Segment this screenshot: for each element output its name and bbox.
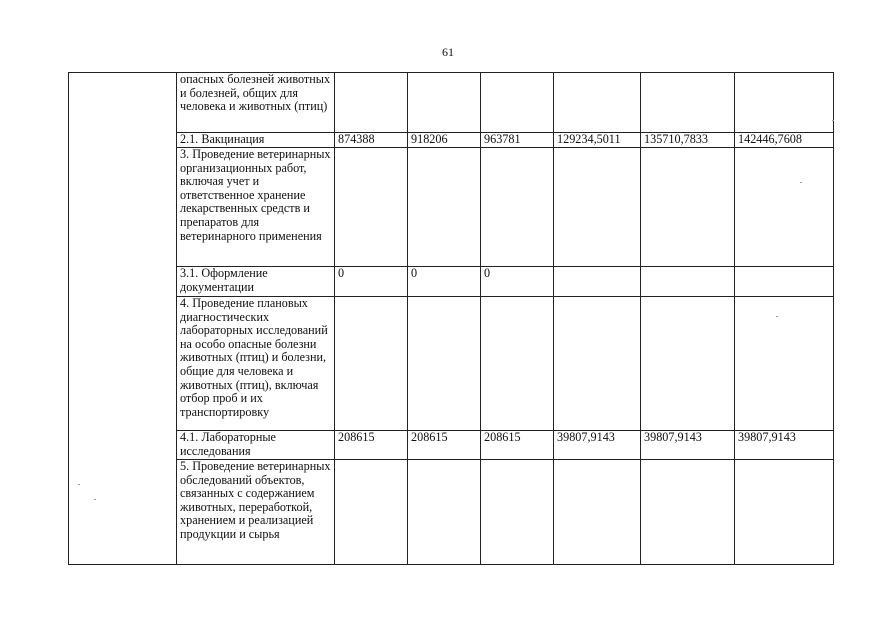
value-cell: 0 xyxy=(335,267,408,297)
table-row xyxy=(69,431,834,460)
value-cell xyxy=(335,460,408,565)
value-cell xyxy=(554,148,641,267)
value-cell xyxy=(335,297,408,431)
value-cell xyxy=(481,460,554,565)
report-table xyxy=(68,72,834,565)
value-cell xyxy=(735,73,834,133)
value-cell xyxy=(408,297,481,431)
table-row xyxy=(69,148,834,267)
value-cell: 39807,9143 xyxy=(641,431,735,460)
row-label-cell: 5. Проведение ветеринарных обследований объектов, связанных с содержанием животных, переработкой, хранением и реализацией продукции и сырья xyxy=(177,460,335,565)
scan-speck xyxy=(78,484,80,485)
value-cell xyxy=(735,148,834,267)
value-cell xyxy=(641,267,735,297)
value-cell xyxy=(554,460,641,565)
table-row xyxy=(69,133,834,148)
value-cell xyxy=(335,73,408,133)
value-cell: 208615 xyxy=(481,431,554,460)
value-cell xyxy=(408,148,481,267)
value-cell xyxy=(481,148,554,267)
value-cell xyxy=(481,73,554,133)
page-number: 61 xyxy=(442,45,454,59)
value-cell xyxy=(554,73,641,133)
value-cell: 142446,7608 xyxy=(735,133,834,148)
value-cell: 39807,9143 xyxy=(554,431,641,460)
table-row xyxy=(69,297,834,431)
value-cell: 0 xyxy=(481,267,554,297)
value-cell: 208615 xyxy=(335,431,408,460)
table-row xyxy=(69,267,834,297)
value-cell xyxy=(641,73,735,133)
row-label-cell: 3. Проведение ветеринарных организационных работ, включая учет и ответственное хранение лекарственных средств и препаратов для ветеринарного применения xyxy=(177,148,335,267)
value-cell: 39807,9143 xyxy=(735,431,834,460)
merged-first-column-cell xyxy=(69,73,177,565)
scan-speck xyxy=(832,120,834,121)
value-cell xyxy=(481,297,554,431)
scan-speck xyxy=(800,182,802,183)
scan-speck xyxy=(776,316,778,317)
row-label-cell: 2.1. Вакцинация xyxy=(177,133,335,148)
row-label-cell: 4. Проведение плановых диагностических лабораторных исследований на особо опасные болезни животных (птиц) и болезни, общие для человека и животных (птиц), включая отбор проб и их транспортировку xyxy=(177,297,335,431)
row-label-cell: опасных болезней животных и болезней, общих для человека и животных (птиц) xyxy=(177,73,335,133)
row-label-cell: 4.1. Лабораторные исследования xyxy=(177,431,335,460)
value-cell xyxy=(735,297,834,431)
value-cell xyxy=(735,267,834,297)
value-cell xyxy=(554,267,641,297)
value-cell: 918206 xyxy=(408,133,481,148)
value-cell: 874388 xyxy=(335,133,408,148)
value-cell xyxy=(335,148,408,267)
value-cell xyxy=(408,460,481,565)
value-cell xyxy=(641,148,735,267)
value-cell xyxy=(408,73,481,133)
scan-speck xyxy=(94,499,96,500)
table-row xyxy=(69,460,834,565)
value-cell: 0 xyxy=(408,267,481,297)
value-cell xyxy=(735,460,834,565)
table-row xyxy=(69,73,834,133)
value-cell xyxy=(641,297,735,431)
value-cell xyxy=(641,460,735,565)
value-cell: 208615 xyxy=(408,431,481,460)
value-cell: 963781 xyxy=(481,133,554,148)
value-cell: 135710,7833 xyxy=(641,133,735,148)
row-label-cell: 3.1. Оформление документации xyxy=(177,267,335,297)
value-cell xyxy=(554,297,641,431)
value-cell: 129234,5011 xyxy=(554,133,641,148)
